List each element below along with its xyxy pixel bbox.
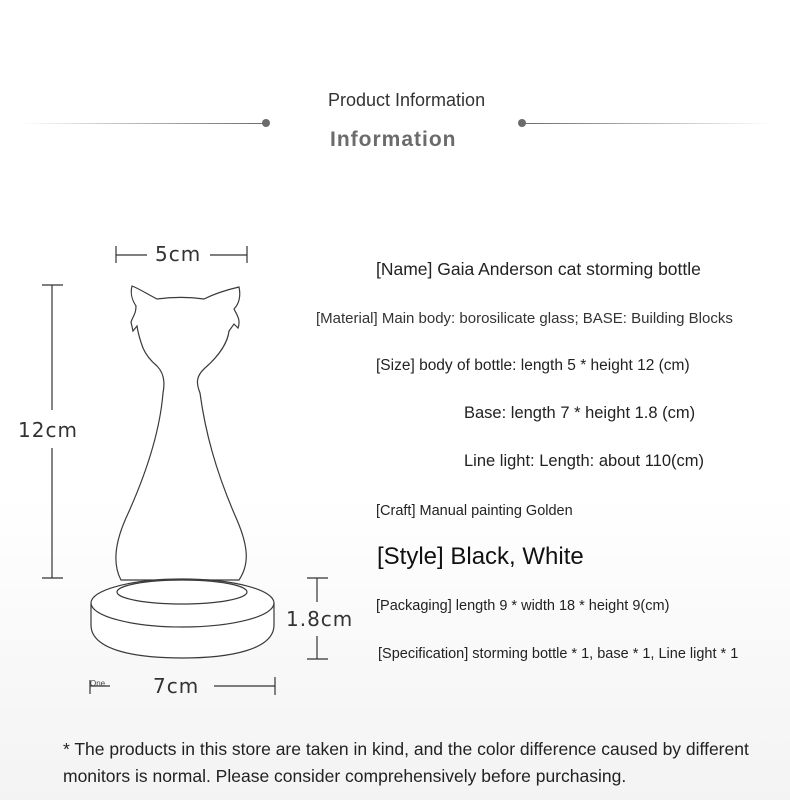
spec-base: Base: length 7 * height 1.8 (cm): [464, 404, 696, 422]
spec-style: [Style] Black, White: [377, 543, 584, 570]
spec-packaging: [Packaging] length 9 * width 18 * height 9(cm): [376, 598, 670, 614]
section-title: Product Information: [328, 90, 486, 110]
spec-size: [Size] body of bottle: length 5 * height 12 (cm): [376, 357, 690, 374]
base-width-label: 7cm: [153, 674, 200, 698]
section-subtitle: Information: [330, 128, 457, 151]
cat-bottle-outline: [116, 286, 246, 580]
base-top: [91, 579, 274, 627]
disclaimer-footnote: * The products in this store are taken in kind, and the color difference caused by different monitors is normal. Please consider comprehensively before purchasing.: [63, 739, 749, 786]
spec-craft: [Craft] Manual painting Golden: [376, 503, 573, 519]
diagram-small-label: One: [90, 679, 106, 688]
spec-specification: [Specification] storming bottle * 1, base * 1, Line light * 1: [378, 646, 739, 662]
height-dimension-label: 12cm: [18, 418, 78, 442]
spec-line-light: Line light: Length: about 110(cm): [464, 452, 705, 470]
width-dimension-label: 5cm: [155, 242, 202, 266]
spec-material: [Material] Main body: borosilicate glass; BASE: Building Blocks: [316, 310, 733, 327]
base-height-label: 1.8cm: [286, 607, 354, 631]
spec-name: [Name] Gaia Anderson cat storming bottle: [376, 259, 701, 279]
